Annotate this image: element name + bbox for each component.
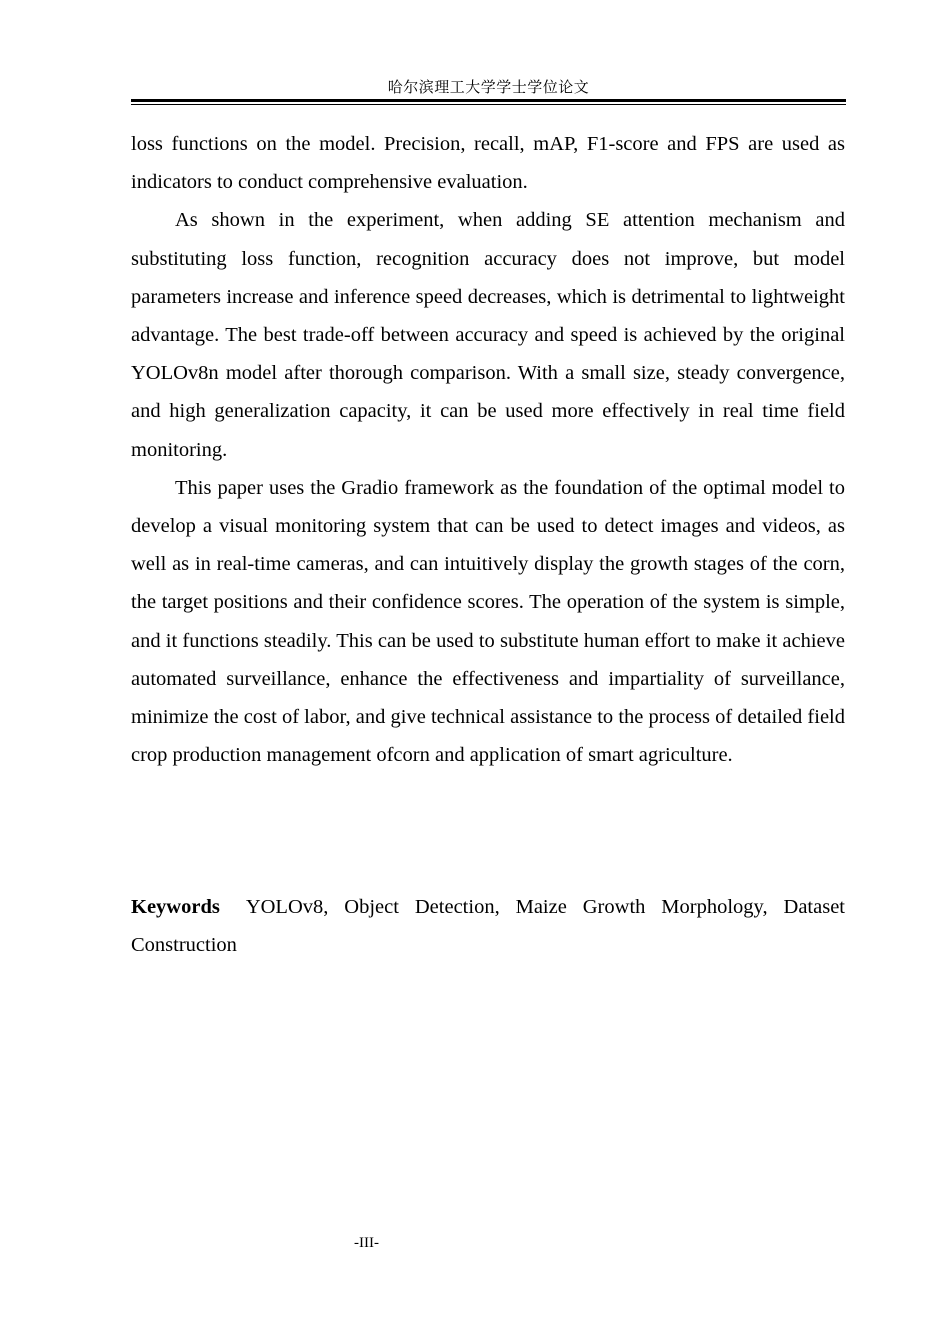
paragraph-system-description: This paper uses the Gradio framework as the foundation of the optimal model to develop a visual monitoring system that can be used to detect images and videos, as well as in real-time cameras, and can intuitively display the growth stages of the corn, the target positions and their confidence scores. The operation of the system is simple, and it functions steadily. This can be used to substitute human effort to make it achieve automated surveillance, enhance the effectiveness and impartiality of surveillance, minimize the cost of labor, and give technical assistance to the process of detailed field crop production management ofcorn and application of smart agriculture. [131,476,845,767]
header-rule-thick [131,99,846,102]
keywords-label: Keywords [131,896,220,918]
page-number: -III- [354,1235,379,1251]
paragraph-experiment-results: As shown in the experiment, when adding SE attention mechanism and substituting loss function, recognition accuracy does not improve, but model parameters increase and inference speed decreases, which is detrimental to lightweight advantage. The best trade-off between accuracy and speed is achieved by the original YOLOv8n model after thorough comparison. With a small size, steady convergence, and high generalization capacity, it can be used more effectively in real time field monitoring. [131,209,845,461]
paragraph-continuation: loss functions on the model. Precision, recall, mAP, F1-score and FPS are used as indicators to conduct comprehensive evaluation. [131,133,845,194]
running-header: 哈尔滨理工大学学士学位论文 [387,80,590,96]
abstract-body [131,125,845,774]
keywords-section [131,888,845,964]
keywords-text: YOLOv8, Object Detection, Maize Growth Morphology, Dataset Construction [131,896,845,957]
header-rule-thin [131,104,846,105]
